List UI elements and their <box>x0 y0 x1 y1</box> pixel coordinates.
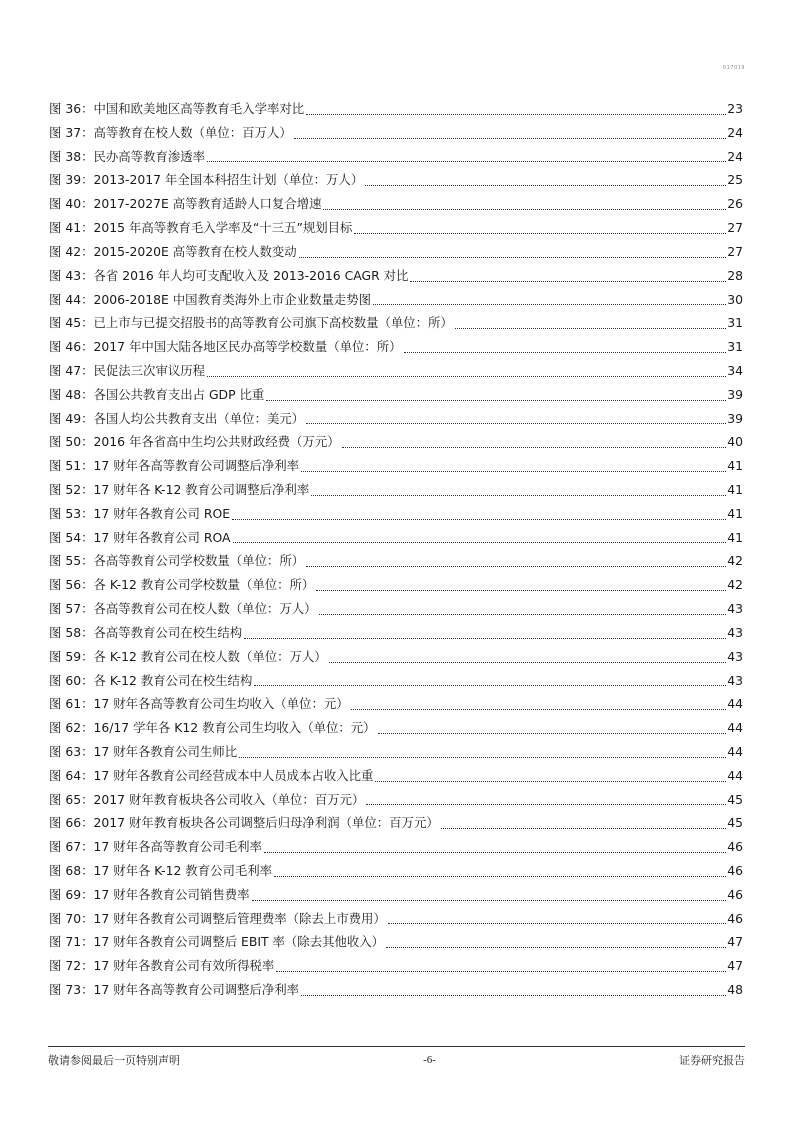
toc-entry-page: 43 <box>727 648 743 664</box>
toc-entry[interactable] <box>49 121 743 145</box>
toc-entry-title: 图 66：2017 财年教育板块各公司调整后归母净利润（单位：百万元） <box>49 815 439 831</box>
toc-entry[interactable] <box>49 597 743 621</box>
toc-entry-page: 34 <box>727 362 743 378</box>
toc-entry-title: 图 45：已上市与已提交招股书的高等教育公司旗下高校数量（单位：所） <box>49 315 453 331</box>
dot-leader <box>264 852 726 853</box>
toc-entry-title: 图 61：17 财年各高等教育公司生均收入（单位：元） <box>49 696 349 712</box>
toc-entry[interactable] <box>49 621 743 645</box>
toc-entry-page: 39 <box>727 386 743 402</box>
toc-entry-page: 41 <box>727 458 743 474</box>
toc-entry[interactable] <box>49 526 743 550</box>
toc-entry[interactable] <box>49 907 743 931</box>
dot-leader <box>441 828 726 829</box>
toc-entry-title: 图 70：17 财年各教育公司调整后管理费率（除去上市费用） <box>49 910 386 926</box>
dot-leader <box>306 423 726 424</box>
toc-entry-title: 图 36：中国和欧美地区高等教育毛入学率对比 <box>49 101 305 116</box>
toc-entry-title: 图 56：各 K-12 教育公司学校数量（单位：所） <box>49 577 315 593</box>
toc-entry[interactable] <box>49 883 743 907</box>
dot-leader <box>375 781 726 782</box>
toc-entry-title: 图 40：2017-2027E 高等教育适龄人口复合增速 <box>49 196 322 212</box>
toc-entry-page: 46 <box>727 886 743 902</box>
toc-entry-title: 图 41：2015 年高等教育毛入学率及“十三五”规划目标 <box>49 220 353 236</box>
toc-entry-page: 31 <box>727 315 743 331</box>
toc-entry[interactable] <box>49 97 743 121</box>
toc-entry-title: 图 53：17 财年各教育公司 ROE <box>49 505 231 521</box>
dot-leader <box>365 185 726 186</box>
dot-leader <box>404 352 727 353</box>
toc-entry-page: 30 <box>727 291 743 307</box>
toc-entry[interactable] <box>49 859 743 883</box>
toc-entry[interactable] <box>49 478 743 502</box>
toc-entry-page: 39 <box>727 410 743 426</box>
toc-entry-title: 图 65：2017 财年教育板块各公司收入（单位：百万元） <box>49 791 365 807</box>
toc-entry-title: 图 72：17 财年各教育公司有效所得税率 <box>49 958 275 974</box>
toc-entry-page: 46 <box>727 839 743 855</box>
toc-entry-title: 图 52：17 财年各 K-12 教育公司调整后净利率 <box>49 482 310 497</box>
toc-entry[interactable] <box>49 764 743 788</box>
toc-entry[interactable] <box>49 192 743 216</box>
dot-leader <box>410 281 726 282</box>
toc-entry-title: 图 57：各高等教育公司在校人数（单位：万人） <box>49 601 317 617</box>
toc-entry-title: 图 49：各国人均公共教育支出（单位：美元） <box>49 410 305 426</box>
toc-entry-page: 44 <box>727 767 743 783</box>
toc-entry[interactable] <box>49 645 743 669</box>
dot-leader <box>306 114 726 115</box>
toc-entry-page: 44 <box>727 696 743 712</box>
toc-entry-title: 图 58：各高等教育公司在校生结构 <box>49 624 243 640</box>
toc-entry-title: 图 69：17 财年各教育公司销售费率 <box>49 886 250 902</box>
toc-entry-page: 41 <box>727 505 743 521</box>
toc-entry[interactable] <box>49 811 743 835</box>
toc-entry-page: 42 <box>727 577 743 593</box>
dot-leader <box>266 400 726 401</box>
toc-entry[interactable] <box>49 835 743 859</box>
toc-entry-page: 25 <box>727 172 743 188</box>
toc-entry-title: 图 46：2017 年中国大陆各地区民办高等学校数量（单位：所） <box>49 339 402 355</box>
footer-report-type: 证券研究报告 <box>678 1054 745 1067</box>
toc-entry-page: 44 <box>727 720 743 736</box>
toc-entry-page: 41 <box>727 482 743 497</box>
toc-entry-title: 图 68：17 财年各 K-12 教育公司毛利率 <box>49 863 273 878</box>
toc-entry-page: 31 <box>727 339 743 355</box>
dot-leader <box>378 733 727 734</box>
toc-entry-page: 43 <box>727 624 743 640</box>
dot-leader <box>301 471 726 472</box>
toc-entry-title: 图 47：民促法三次审议历程 <box>49 362 206 378</box>
toc-entry-title: 图 62：16/17 学年各 K12 教育公司生均收入（单位：元） <box>49 720 376 736</box>
dot-leader <box>366 804 726 805</box>
toc-entry-page: 27 <box>727 243 743 259</box>
toc-entry[interactable] <box>49 216 743 240</box>
dot-leader <box>455 328 726 329</box>
toc-entry[interactable] <box>49 311 743 335</box>
dot-leader <box>232 519 726 520</box>
toc-entry-title: 图 73：17 财年各高等教育公司调整后净利率 <box>49 982 300 998</box>
toc-entry-page: 24 <box>727 124 743 140</box>
toc-entry-page: 26 <box>727 196 743 212</box>
toc-entry-page: 45 <box>727 791 743 807</box>
toc-entry[interactable] <box>49 288 743 312</box>
toc-entry-title: 图 37：高等教育在校人数（单位：百万人） <box>49 124 292 140</box>
dot-leader <box>274 876 726 877</box>
toc-entry[interactable] <box>49 264 743 288</box>
toc-entry-page: 23 <box>727 101 743 116</box>
dot-leader <box>351 709 727 710</box>
toc-entry-page: 44 <box>727 743 743 759</box>
toc-entry-page: 45 <box>727 815 743 831</box>
toc-entry[interactable] <box>49 335 743 359</box>
toc-entry-page: 41 <box>727 529 743 545</box>
toc-entry-page: 48 <box>727 982 743 998</box>
toc-entry-title: 图 55：各高等教育公司学校数量（单位：所） <box>49 553 305 569</box>
dot-leader <box>233 542 727 543</box>
toc-entry-page: 43 <box>727 672 743 688</box>
toc-entry-page: 46 <box>727 863 743 878</box>
toc-entry-page: 42 <box>727 553 743 569</box>
toc-entry-title: 图 54：17 财年各教育公司 ROA <box>49 529 231 545</box>
toc-entry-title: 图 51：17 财年各高等教育公司调整后净利率 <box>49 458 300 474</box>
toc-entry-title: 图 59：各 K-12 教育公司在校人数（单位：万人） <box>49 648 327 664</box>
dot-leader <box>207 376 726 377</box>
toc-entry[interactable] <box>49 669 743 693</box>
dot-leader <box>252 900 727 901</box>
toc-entry[interactable] <box>49 502 743 526</box>
dot-leader <box>244 638 726 639</box>
toc-entry[interactable] <box>49 407 743 431</box>
toc-entry[interactable] <box>49 168 743 192</box>
dot-leader <box>388 923 726 924</box>
toc-entry-title: 图 39：2013-2017 年全国本科招生计划（单位：万人） <box>49 172 364 188</box>
toc-entry[interactable] <box>49 978 743 1002</box>
toc-entry-page: 24 <box>727 148 743 164</box>
toc-entry-page: 46 <box>727 910 743 926</box>
toc-entry-title: 图 63：17 财年各教育公司生师比 <box>49 743 238 759</box>
toc-entry-title: 图 42：2015-2020E 高等教育在校人数变动 <box>49 243 297 259</box>
dot-leader <box>239 757 726 758</box>
dot-leader <box>276 971 726 972</box>
toc-entry[interactable] <box>49 930 743 954</box>
toc-entry-page: 47 <box>727 958 743 974</box>
toc-entry-title: 图 50：2016 年各省高中生均公共财政经费（万元） <box>49 434 340 450</box>
toc-entry-page: 47 <box>727 934 743 950</box>
corner-code: 017019 <box>722 65 745 71</box>
toc-entry-page: 40 <box>727 434 743 450</box>
toc-entry[interactable] <box>49 573 743 597</box>
page-footer <box>48 1052 745 1068</box>
toc-entry[interactable] <box>49 788 743 812</box>
toc-entry-title: 图 67：17 财年各高等教育公司毛利率 <box>49 839 262 855</box>
toc-entry-title: 图 71：17 财年各教育公司调整后 EBIT 率（除去其他收入） <box>49 934 385 950</box>
dot-leader <box>373 304 726 305</box>
toc-entry-title: 图 43：各省 2016 年人均可支配收入及 2013-2016 CAGR 对比 <box>49 267 409 283</box>
dot-leader <box>386 947 726 948</box>
toc-entry-page: 43 <box>727 601 743 617</box>
toc-entry[interactable] <box>49 716 743 740</box>
toc-entry-page: 28 <box>727 267 743 283</box>
dot-leader <box>306 566 726 567</box>
toc-entry[interactable] <box>49 240 743 264</box>
dot-leader <box>311 495 726 496</box>
dot-leader <box>323 209 726 210</box>
toc-entry[interactable] <box>49 145 743 169</box>
dot-leader <box>207 161 726 162</box>
dot-leader <box>299 257 727 258</box>
toc-entry[interactable] <box>49 740 743 764</box>
dot-leader <box>294 138 726 139</box>
toc-entry-title: 图 60：各 K-12 教育公司在校生结构 <box>49 672 253 688</box>
dot-leader <box>254 685 726 686</box>
figure-index-list <box>49 97 743 1002</box>
toc-entry[interactable] <box>49 954 743 978</box>
dot-leader <box>301 995 726 996</box>
footer-disclaimer-note: 敬请参阅最后一页特别声明 <box>48 1054 180 1067</box>
toc-entry-title: 图 48：各国公共教育支出占 GDP 比重 <box>49 386 265 402</box>
toc-entry-title: 图 38：民办高等教育渗透率 <box>49 148 206 164</box>
page-number: -6- <box>423 1054 436 1066</box>
toc-entry[interactable] <box>49 549 743 573</box>
footer-divider <box>48 1046 745 1047</box>
toc-entry-page: 27 <box>727 220 743 236</box>
toc-entry[interactable] <box>49 692 743 716</box>
toc-entry[interactable] <box>49 383 743 407</box>
dot-leader <box>316 590 726 591</box>
toc-entry[interactable] <box>49 454 743 478</box>
dot-leader <box>329 662 727 663</box>
toc-entry[interactable] <box>49 430 743 454</box>
toc-entry-title: 图 64：17 财年各教育公司经营成本中人员成本占收入比重 <box>49 767 374 783</box>
dot-leader <box>354 233 726 234</box>
toc-entry[interactable] <box>49 359 743 383</box>
dot-leader <box>342 447 727 448</box>
toc-entry-title: 图 44：2006-2018E 中国教育类海外上市企业数量走势图 <box>49 291 372 307</box>
dot-leader <box>319 614 727 615</box>
